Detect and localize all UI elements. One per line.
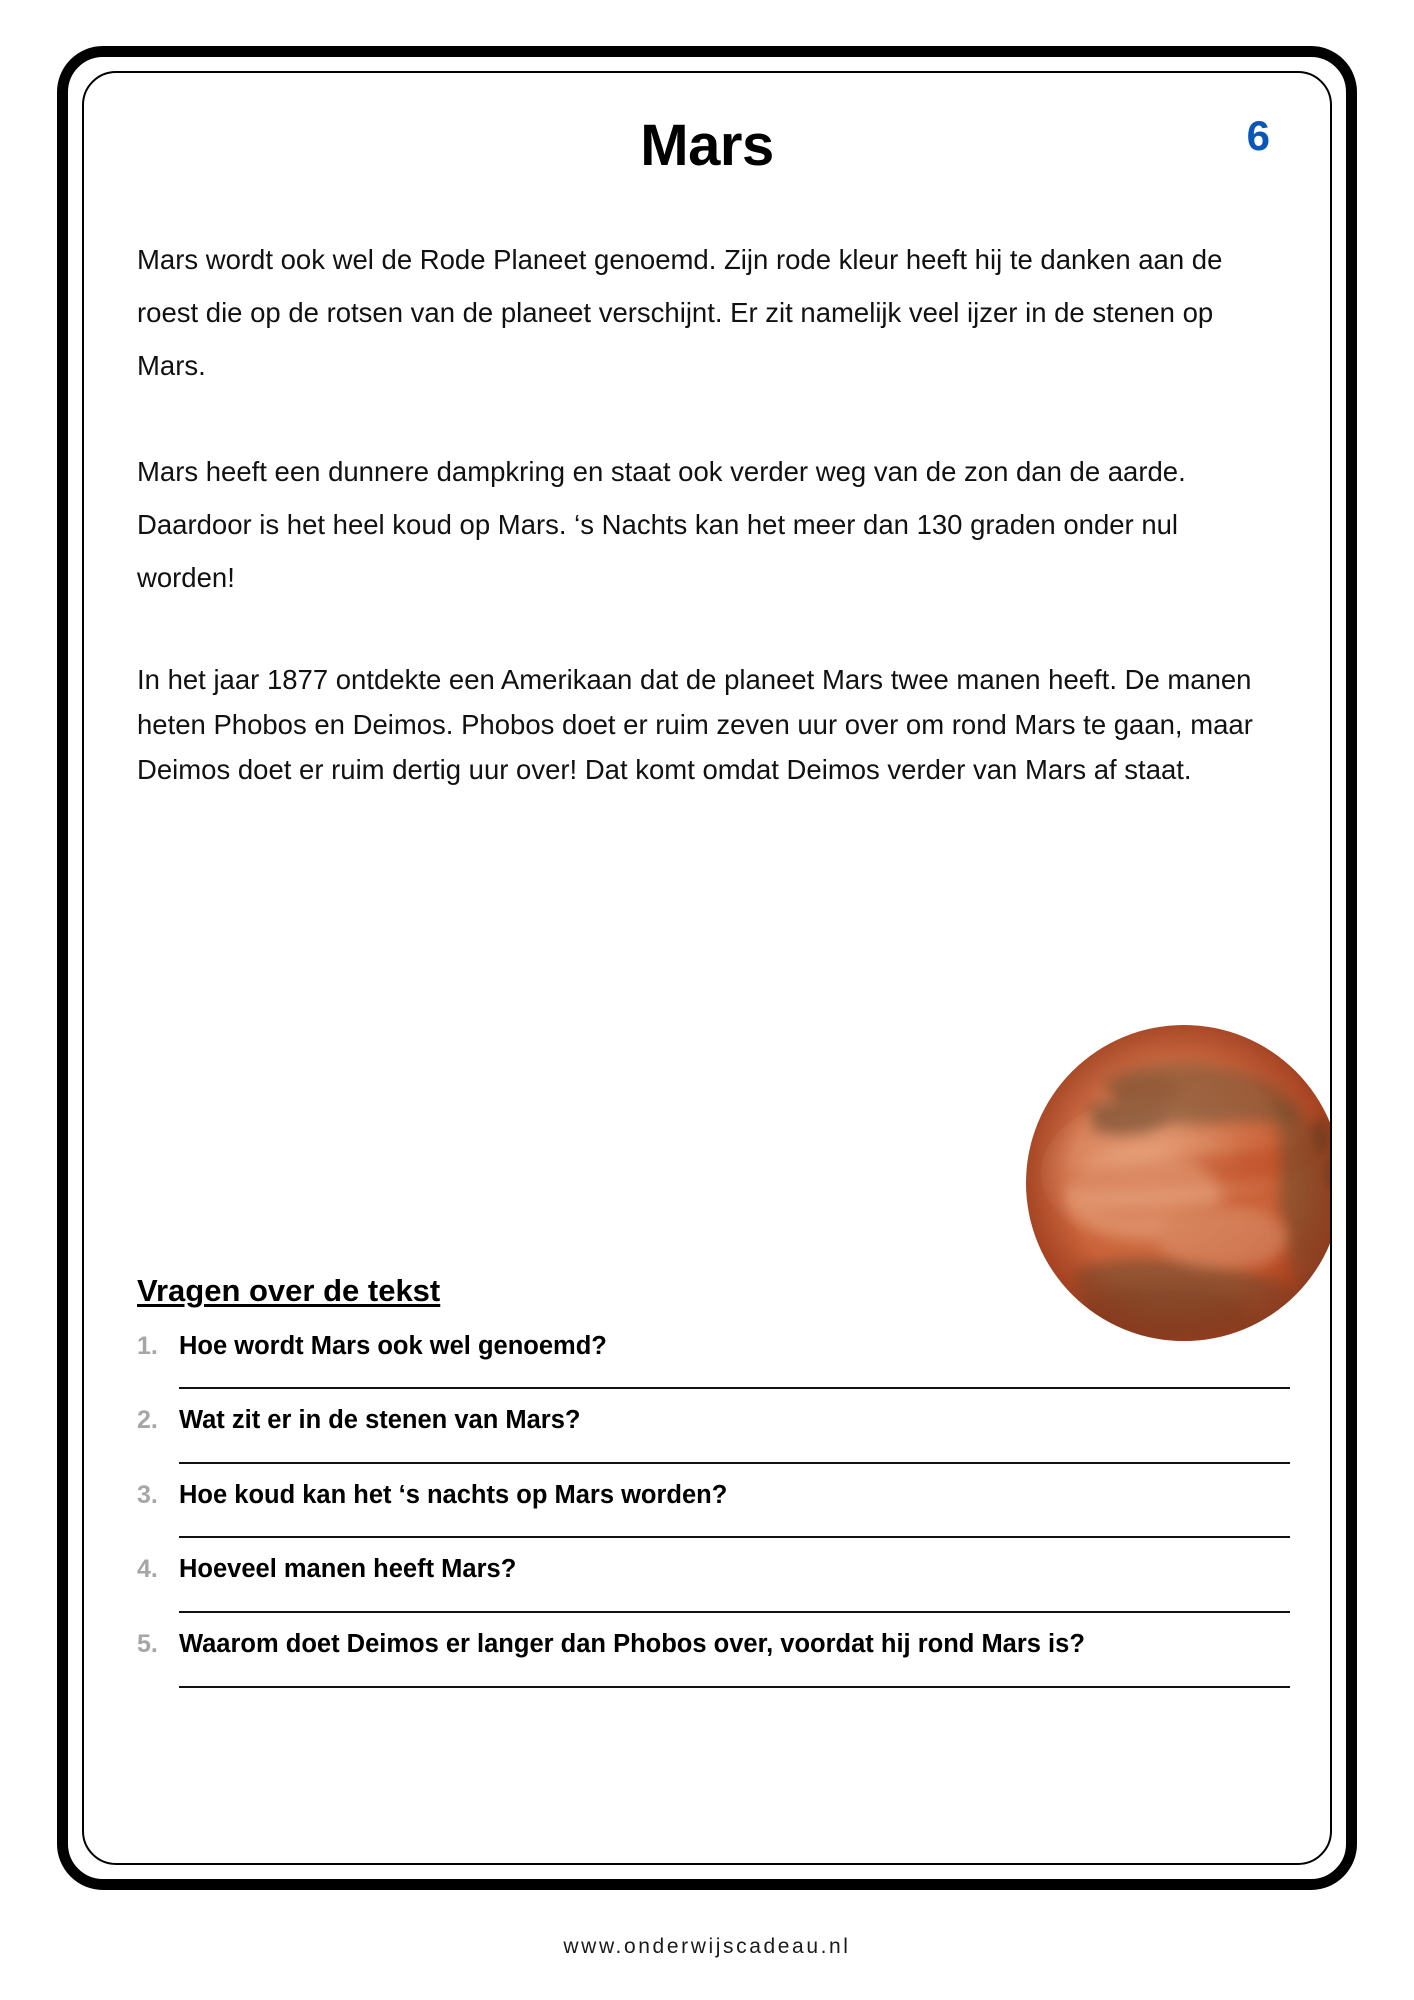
question-row [137, 1480, 1290, 1511]
question-item [137, 1480, 1290, 1539]
question-row [137, 1331, 1290, 1362]
worksheet-header [84, 73, 1330, 185]
question-item [137, 1331, 1290, 1390]
answer-line[interactable] [179, 1462, 1290, 1464]
answer-line[interactable] [179, 1387, 1290, 1389]
question-row [137, 1405, 1290, 1436]
question-row [137, 1554, 1290, 1585]
question-text: Waarom doet Deimos er langer dan Phobos over, voordat hij rond Mars is? [179, 1630, 1085, 1659]
questions-heading: Vragen over de tekst [137, 1273, 441, 1308]
question-number: 5. [137, 1630, 158, 1659]
question-text: Hoe koud kan het ‘s nachts op Mars worden? [179, 1480, 728, 1509]
worksheet-inner-frame [82, 71, 1332, 1865]
question-item [137, 1554, 1290, 1613]
answer-line[interactable] [179, 1611, 1290, 1613]
question-number: 3. [137, 1480, 158, 1509]
worksheet-outer-frame [57, 46, 1357, 1890]
answer-line[interactable] [179, 1686, 1290, 1688]
question-number: 4. [137, 1555, 158, 1584]
question-text: Hoe wordt Mars ook wel genoemd? [179, 1331, 607, 1360]
question-text: Wat zit er in de stenen van Mars? [179, 1406, 581, 1435]
page-number: 6 [1246, 112, 1270, 159]
question-row [137, 1629, 1290, 1660]
paragraph-1: Mars wordt ook wel de Rode Planeet genoemd. Zijn rode kleur heeft hij te danken aan de roest die op de rotsen van de planeet verschijnt. Er zit namelijk veel ijzer in de stenen op Mars. [137, 244, 1223, 381]
answer-line[interactable] [179, 1536, 1290, 1538]
reading-text [137, 233, 1277, 792]
question-text: Hoeveel manen heeft Mars? [179, 1555, 517, 1584]
footer-website: www.onderwijscadeau.nl [563, 1935, 851, 1958]
question-item [137, 1629, 1290, 1688]
question-number: 1. [137, 1331, 158, 1360]
paragraph-2: Mars heeft een dunnere dampkring en staat ook verder weg van de zon dan de aarde. Daardoor is het heel koud op Mars. ‘s Nachts kan het meer dan 130 graden onder nul worden! [137, 456, 1186, 593]
paragraph-3: In het jaar 1877 ontdekte een Amerikaan dat de planeet Mars twee manen heeft. De manen heten Phobos en Deimos. Phobos doet er ruim zeven uur over om rond Mars te gaan, maar Deimos doet er ruim dertig uur over! Dat komt omdat Deimos verder van Mars af staat. [137, 664, 1253, 785]
page-title: Mars [640, 113, 774, 178]
questions-section [137, 1273, 1290, 1704]
question-number: 2. [137, 1406, 158, 1435]
question-item [137, 1405, 1290, 1464]
